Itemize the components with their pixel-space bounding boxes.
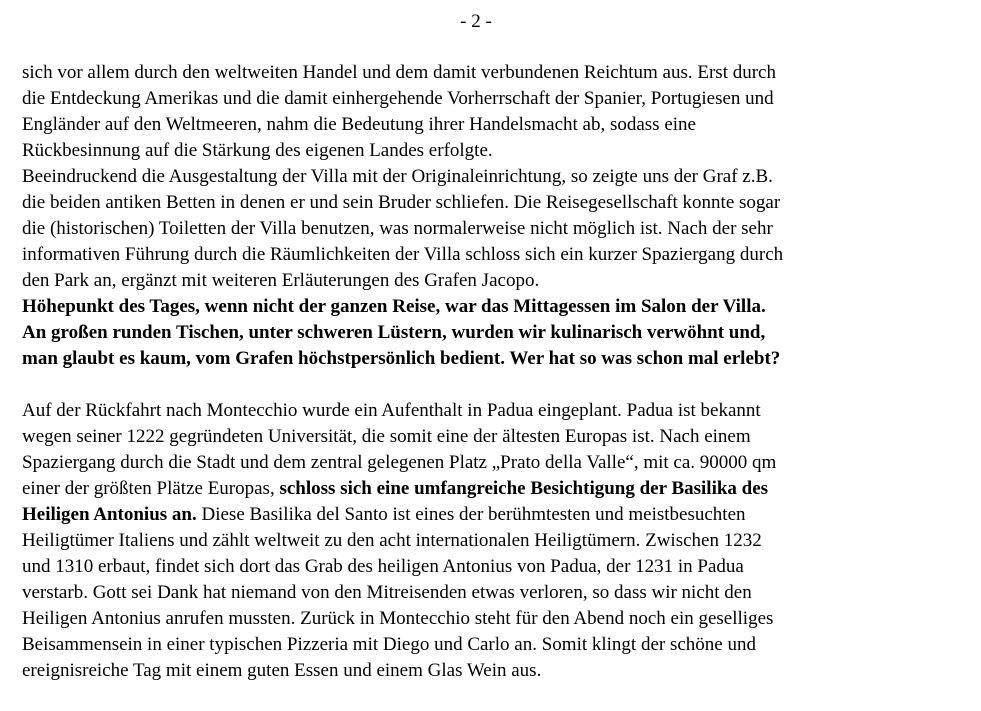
text-line: ereignisreiche Tag mit einem guten Essen und einem Glas Wein aus. — [22, 660, 542, 681]
text-line: die Entdeckung Amerikas und die damit einhergehende Vorherrschaft der Spanier, Portugiesen und — [22, 88, 774, 109]
text-line: Beisammensein in einer typischen Pizzeria mit Diego und Carlo an. Somit klingt der schöne und — [22, 634, 756, 655]
text-line: man glaubt es kaum, vom Grafen höchstpersönlich bedient. Wer hat so was schon mal erlebt? — [22, 348, 781, 369]
text-line: Spaziergang durch die Stadt und dem zentral gelegenen Platz „Prato della Valle“, mit ca. 90000 qm — [22, 452, 777, 473]
text-line: Heiligen Antonius anrufen mussten. Zurück in Montecchio steht für den Abend noch ein geselliges — [22, 608, 774, 629]
text-line: die (historischen) Toiletten der Villa benutzen, was normalerweise nicht möglich ist. Nach der sehr — [22, 218, 773, 239]
text-line: An großen runden Tischen, unter schweren Lüstern, wurden wir kulinarisch verwöhnt und, — [22, 322, 766, 343]
text-segment-bold: Heiligen Antonius an. — [22, 504, 197, 525]
text-line-mixed — [22, 502, 967, 528]
text-line: Heiligtümer Italiens und zählt weltweit zu den acht internationalen Heiligtümern. Zwischen 1232 — [22, 530, 762, 551]
text-line: Engländer auf den Weltmeeren, nahm die Bedeutung ihrer Handelsmacht ab, sodass eine — [22, 114, 696, 135]
text-line: Rückbesinnung auf die Stärkung des eigenen Landes erfolgte. — [22, 140, 493, 161]
text-line: Auf der Rückfahrt nach Montecchio wurde ein Aufenthalt in Padua eingeplant. Padua ist bekannt — [22, 400, 761, 421]
paragraph-spacer — [22, 372, 967, 398]
text-segment: Diese Basilika del Santo ist eines der berühmtesten und meistbesuchten — [196, 504, 746, 525]
paragraph-villa-tour — [22, 164, 967, 294]
page-number: - 2 - — [460, 11, 492, 32]
text-line: informativen Führung durch die Räumlichkeiten der Villa schloss sich ein kurzer Spaziergang durch — [22, 244, 784, 265]
text-line: den Park an, ergänzt mit weiteren Erläuterungen des Grafen Jacopo. — [22, 270, 540, 291]
text-line: Höhepunkt des Tages, wenn nicht der ganzen Reise, war das Mittagessen im Salon der Villa. — [22, 296, 766, 317]
document-body — [22, 60, 967, 684]
text-line-mixed — [22, 476, 967, 502]
text-line: die beiden antiken Betten in denen er und sein Bruder schliefen. Die Reisegesellschaft konnte sogar — [22, 192, 781, 213]
paragraph-padua-visit — [22, 398, 967, 684]
text-line: wegen seiner 1222 gegründeten Universität, die somit eine der ältesten Europas ist. Nach einem — [22, 426, 751, 447]
text-line: und 1310 erbaut, findet sich dort das Grab des heiligen Antonius von Padua, der 1231 in Padua — [22, 556, 744, 577]
text-segment: einer der größten Plätze Europas, — [22, 478, 280, 499]
text-line: Beeindruckend die Ausgestaltung der Villa mit der Originaleinrichtung, so zeigte uns der Graf z.B. — [22, 166, 773, 187]
text-line: sich vor allem durch den weltweiten Handel und dem damit verbundenen Reichtum aus. Erst durch — [22, 62, 776, 83]
paragraph-highlight-lunch — [22, 294, 967, 372]
text-line: verstarb. Gott sei Dank hat niemand von den Mitreisenden etwas verloren, so dass wir nicht den — [22, 582, 752, 603]
paragraph-trade-history — [22, 60, 967, 164]
text-segment-bold: schloss sich eine umfangreiche Besichtigung der Basilika des — [279, 478, 769, 499]
